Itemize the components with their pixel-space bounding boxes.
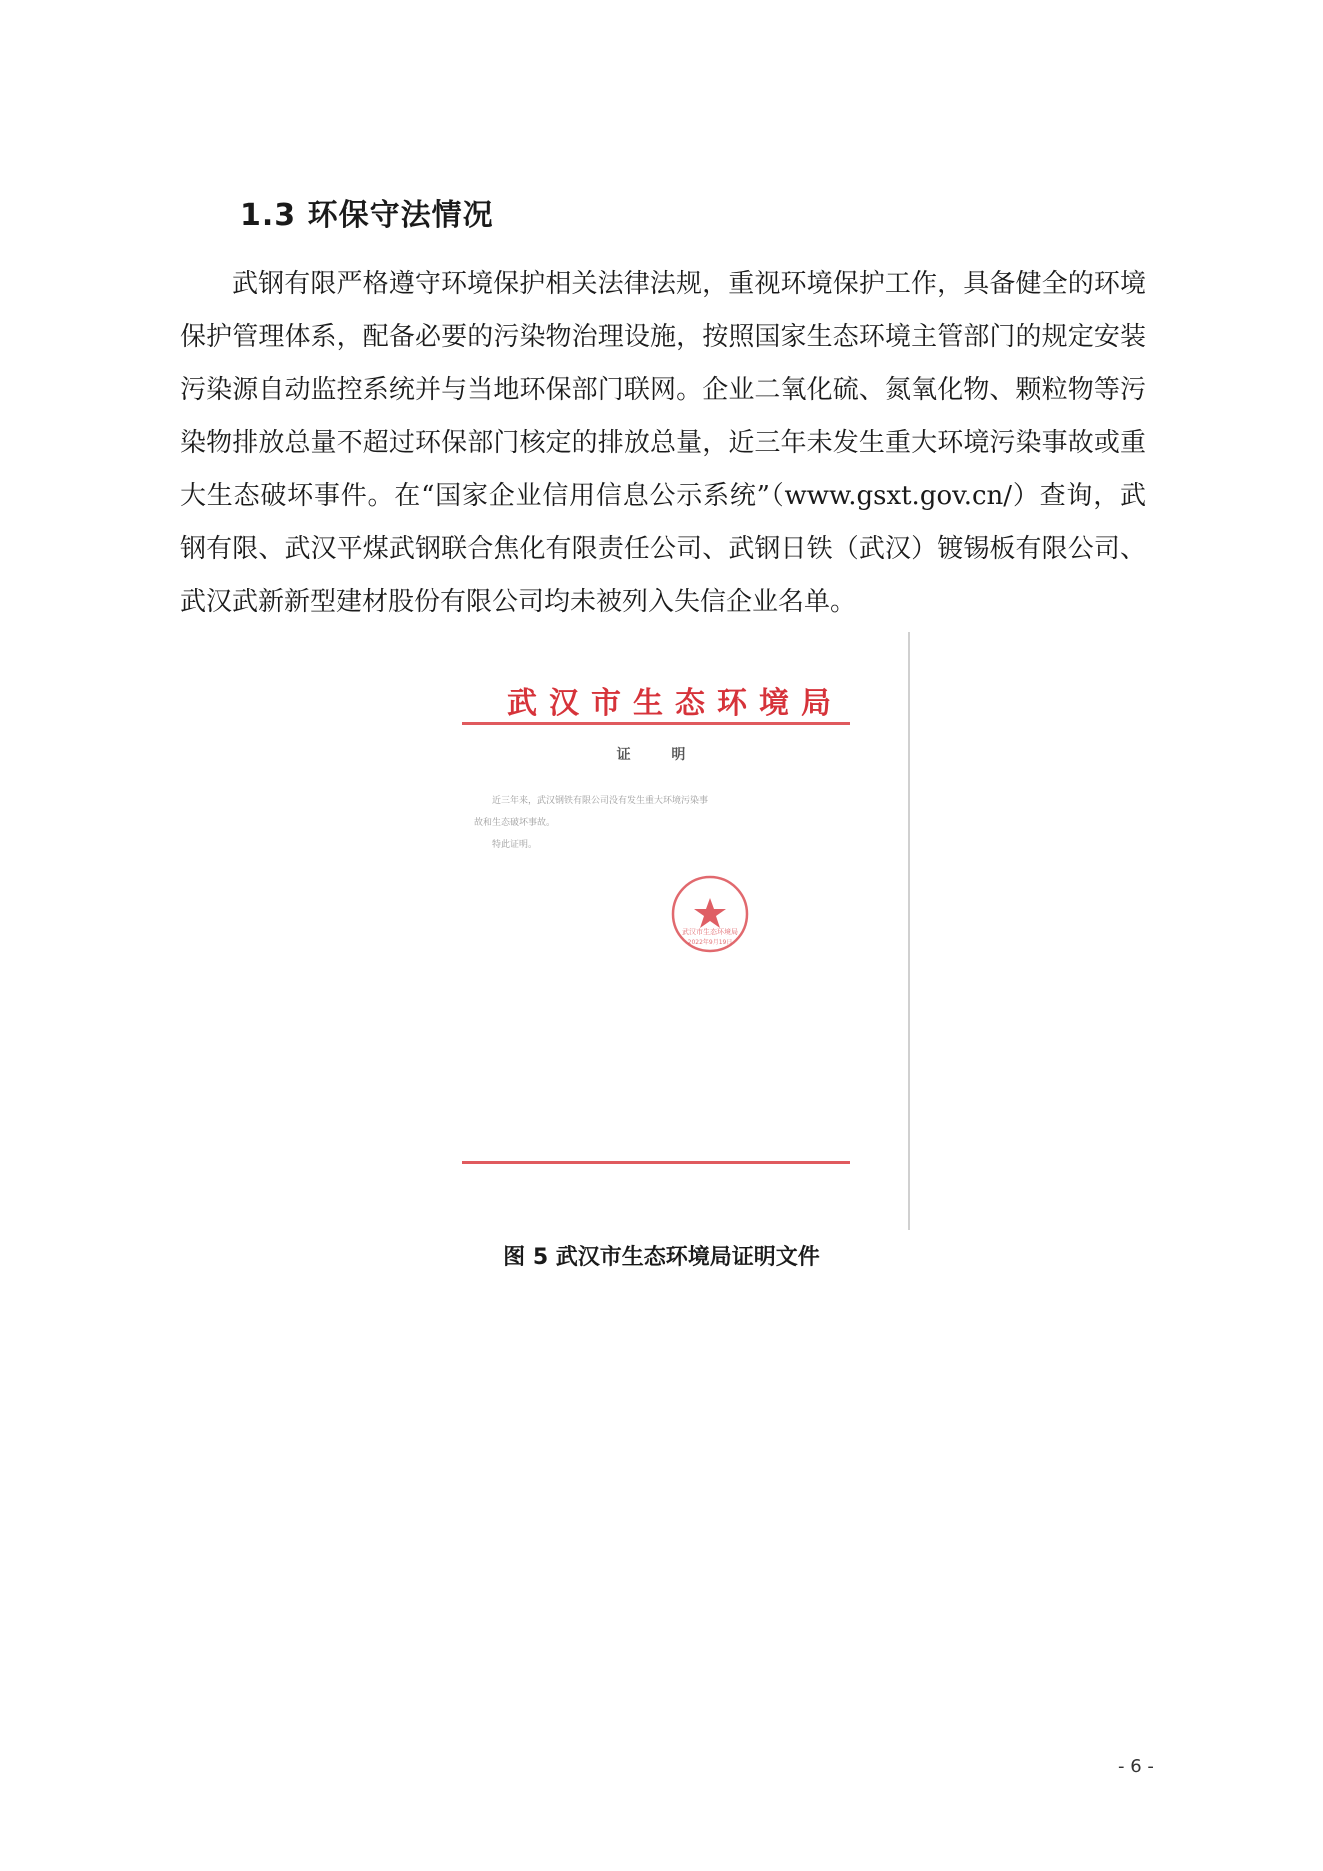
certificate-body (474, 790, 844, 856)
footer-red-rule (462, 1161, 850, 1164)
certificate-title: 证 明 (616, 747, 704, 763)
certificate-letterhead: 武汉市生态环境局 (507, 686, 843, 721)
certificate-figure (440, 632, 910, 1230)
seal-date-line: 2022年9月19日 (687, 939, 733, 946)
letterhead-red-rule (462, 722, 850, 725)
certificate-body-line: 特此证明。 (492, 840, 538, 850)
section-heading: 1.3 环保守法情况 (240, 198, 494, 233)
seal-text-line: 武汉市生态环境局 (682, 928, 738, 936)
official-seal-icon (670, 874, 750, 954)
body-paragraph-block (180, 258, 1146, 629)
page-number: - 6 - (1118, 1756, 1154, 1777)
figure-caption: 图 5 武汉市生态环境局证明文件 (503, 1245, 820, 1270)
body-paragraph: 武钢有限严格遵守环境保护相关法律法规，重视环境保护工作，具备健全的环境保护管理体系，配备必要的污染物治理设施，按照国家生态环境主管部门的规定安装污染源自动监控系统并与当地环保部门联网。企业二氧化硫、氮氧化物、颗粒物等污染物排放总量不超过环保部门核定的排放总量，近三年未发生重大环境污染事故或重大生态破坏事件。在“国家企业信用信息公示系统”（www.gsxt.gov.cn/）查询，武钢有限、武汉平煤武钢联合焦化有限责任公司、武钢日铁（武汉）镀锡板有限公司、武汉武新新型建材股份有限公司均未被列入失信企业名单。 (180, 269, 1146, 617)
certificate-body-line: 近三年来，武汉钢铁有限公司没有发生重大环境污染事 (492, 796, 709, 806)
certificate-body-line: 故和生态破坏事故。 (474, 818, 556, 828)
